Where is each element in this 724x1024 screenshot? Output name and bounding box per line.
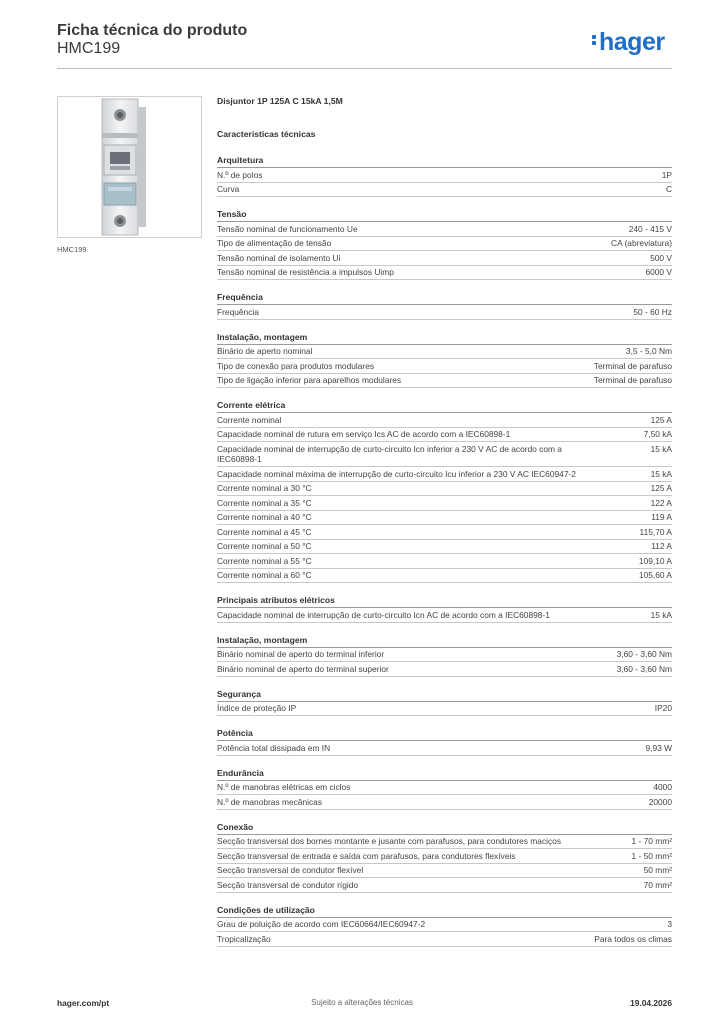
- spec-row: [217, 569, 672, 584]
- spec-label: Frequência: [217, 306, 259, 317]
- spec-group-title: Frequência: [217, 292, 672, 305]
- spec-row: [217, 345, 672, 360]
- spec-group: [217, 209, 672, 280]
- spec-row: [217, 359, 672, 374]
- spec-label: Capacidade nominal de interrupção de curto-circuito Icn AC de acordo com a IEC60898-1: [217, 609, 550, 620]
- spec-group-title: Corrente elétrica: [217, 400, 672, 413]
- spec-group-title: Principais atributos elétricos: [217, 595, 672, 608]
- spec-group: [217, 155, 672, 197]
- spec-value: 122 A: [650, 497, 672, 508]
- spec-label: Corrente nominal a 55 °C: [217, 555, 312, 566]
- spec-group: [217, 400, 672, 583]
- spec-value: 105,60 A: [638, 570, 672, 580]
- spec-group: [217, 292, 672, 320]
- spec-group: [217, 332, 672, 389]
- spec-value: 125 A: [650, 414, 672, 425]
- spec-label: N.º de manobras elétricas em ciclos: [217, 782, 351, 792]
- spec-row: [217, 305, 672, 320]
- spec-group: [217, 822, 672, 893]
- spec-label: Capacidade nominal de interrupção de curto-circuito Icn inferior a 230 V AC de acordo com a IEC60898-1: [217, 443, 562, 464]
- spec-label: Corrente nominal a 60 °C: [217, 570, 312, 580]
- spec-value: 3,60 - 3,60 Nm: [616, 663, 672, 674]
- spec-label: Tipo de alimentação de tensão: [217, 238, 332, 248]
- spec-row: [217, 702, 672, 717]
- spec-label: Corrente nominal a 40 °C: [217, 512, 312, 522]
- spec-row: [217, 795, 672, 810]
- spec-label: N.º de manobras mecânicas: [217, 796, 323, 807]
- spec-value: Para todos os climas: [594, 933, 672, 944]
- spec-row: [217, 266, 672, 281]
- spec-row: [217, 251, 672, 266]
- spec-value: 7,50 kA: [643, 429, 672, 439]
- spec-label: Índice de proteção IP: [217, 703, 297, 713]
- spec-label: Corrente nominal a 30 °C: [217, 483, 312, 493]
- spec-groups: [217, 155, 672, 947]
- spec-row: [217, 835, 672, 850]
- spec-row: [217, 554, 672, 569]
- spec-label: Secção transversal de condutor rígido: [217, 879, 359, 890]
- spec-label: Secção transversal dos bornes montante e jusante com parafusos, para condutores maciços: [217, 836, 562, 846]
- footer-website: hager.com/pt: [57, 998, 110, 1008]
- header-divider: [57, 68, 672, 69]
- spec-group: [217, 635, 672, 677]
- spec-row: [217, 781, 672, 796]
- spec-group-title: Condições de utilização: [217, 905, 672, 918]
- logo-dots-icon: [592, 33, 597, 47]
- spec-label: Corrente nominal a 50 °C: [217, 541, 312, 551]
- spec-row: [217, 932, 672, 947]
- spec-value: 240 - 415 V: [628, 223, 672, 234]
- spec-label: Secção transversal de entrada e saída com parafusos, para condutores flexíveis: [217, 850, 516, 861]
- spec-label: Tensão nominal de funcionamento Ue: [217, 223, 358, 234]
- section-title: Características técnicas: [217, 129, 316, 139]
- spec-row: [217, 741, 672, 756]
- spec-row: [217, 168, 672, 183]
- spec-value: 50 - 60 Hz: [633, 306, 672, 317]
- spec-label: Capacidade nominal máxima de interrupção de curto-circuito Icu inferior a 230 V AC IEC60947-2: [217, 468, 576, 479]
- product-image-caption: HMC199: [57, 245, 87, 254]
- spec-label: Binário nominal de aperto do terminal inferior: [217, 649, 385, 659]
- spec-row: [217, 374, 672, 389]
- spec-value: 15 kA: [650, 468, 672, 479]
- spec-value: Terminal de parafuso: [593, 375, 672, 385]
- logo-text: hager: [599, 28, 665, 56]
- spec-value: 1 - 70 mm²: [631, 836, 672, 846]
- spec-value: 500 V: [650, 252, 672, 263]
- spec-value: 119 A: [651, 512, 672, 522]
- spec-row: [217, 428, 672, 443]
- spec-value: 115,70 A: [639, 526, 672, 537]
- hager-logo: [592, 28, 665, 57]
- spec-value: 3,5 - 5,0 Nm: [625, 346, 672, 356]
- spec-row: [217, 222, 672, 237]
- spec-label: Potência total dissipada em IN: [217, 742, 331, 753]
- spec-value: 15 kA: [650, 443, 672, 454]
- spec-value: 70 mm²: [643, 879, 672, 890]
- spec-value: 125 A: [650, 483, 672, 493]
- spec-value: 3,60 - 3,60 Nm: [616, 649, 672, 659]
- spec-value: 4000: [653, 782, 672, 792]
- spec-value: 1P: [661, 169, 672, 180]
- spec-group-title: Tensão: [217, 209, 672, 222]
- spec-label: Tipo de conexão para produtos modulares: [217, 360, 375, 371]
- spec-group: [217, 728, 672, 756]
- spec-label: Tropicalização: [217, 933, 271, 944]
- spec-row: [217, 442, 672, 467]
- spec-value: 3: [667, 919, 672, 929]
- spec-row: [217, 511, 672, 526]
- spec-group-title: Arquitetura: [217, 155, 672, 168]
- spec-group: [217, 768, 672, 810]
- spec-group-title: Instalação, montagem: [217, 332, 672, 345]
- spec-row: [217, 608, 672, 623]
- spec-row: [217, 878, 672, 893]
- spec-label: Corrente nominal a 45 °C: [217, 526, 312, 537]
- spec-value: C: [665, 184, 672, 194]
- spec-value: 50 mm²: [643, 865, 672, 875]
- page-title: Ficha técnica do produto: [57, 22, 248, 39]
- spec-row: [217, 849, 672, 864]
- spec-value: 112 A: [651, 541, 672, 551]
- spec-row: [217, 918, 672, 933]
- spec-value: 1 - 50 mm²: [631, 850, 672, 861]
- spec-label: Capacidade nominal de rutura em serviço Ics AC de acordo com a IEC60898-1: [217, 429, 511, 439]
- spec-value: 15 kA: [650, 609, 672, 620]
- spec-row: [217, 183, 672, 198]
- spec-row: [217, 525, 672, 540]
- spec-group-title: Segurança: [217, 689, 672, 702]
- spec-row: [217, 237, 672, 252]
- spec-label: Curva: [217, 184, 240, 194]
- spec-label: Secção transversal de condutor flexível: [217, 865, 364, 875]
- spec-row: [217, 467, 672, 482]
- product-reference: HMC199: [57, 40, 121, 57]
- spec-value: 6000 V: [645, 267, 672, 277]
- spec-group-title: Potência: [217, 728, 672, 741]
- spec-value: 109,10 A: [638, 555, 672, 566]
- spec-row: [217, 482, 672, 497]
- product-description: Disjuntor 1P 125A C 15kA 1,5M: [217, 96, 343, 106]
- spec-group: [217, 595, 672, 623]
- spec-group-title: Instalação, montagem: [217, 635, 672, 648]
- spec-label: Binário de aperto nominal: [217, 346, 313, 356]
- spec-label: Corrente nominal: [217, 414, 282, 425]
- spec-row: [217, 496, 672, 511]
- spec-value: CA (abreviatura): [611, 238, 672, 248]
- spec-label: Grau de poluição de acordo com IEC60664/IEC60947-2: [217, 919, 426, 929]
- spec-label: Corrente nominal a 35 °C: [217, 497, 312, 508]
- spec-value: Terminal de parafuso: [593, 360, 672, 371]
- spec-group-title: Endurância: [217, 768, 672, 781]
- spec-row: [217, 864, 672, 879]
- spec-row: [217, 662, 672, 677]
- circuit-breaker-icon: [58, 97, 201, 237]
- specifications: [217, 96, 672, 947]
- spec-label: Tensão nominal de resistência a impulsos Uimp: [217, 267, 394, 277]
- spec-label: Tipo de ligação inferior para aparelhos modulares: [217, 375, 402, 385]
- footer-disclaimer: Sujeito a alterações técnicas: [311, 998, 413, 1007]
- spec-row: [217, 413, 672, 428]
- spec-value: 9,93 W: [645, 742, 672, 753]
- spec-group: [217, 905, 672, 947]
- spec-row: [217, 648, 672, 663]
- spec-group: [217, 689, 672, 717]
- product-image: [57, 96, 202, 238]
- spec-label: Binário nominal de aperto do terminal superior: [217, 663, 389, 674]
- footer-date: 19.04.2026: [630, 998, 672, 1008]
- spec-label: N.º de polos: [217, 169, 263, 180]
- spec-row: [217, 540, 672, 555]
- spec-label: Tensão nominal de isolamento Ui: [217, 252, 341, 263]
- spec-group-title: Conexão: [217, 822, 672, 835]
- spec-value: IP20: [654, 703, 672, 713]
- spec-value: 20000: [648, 796, 672, 807]
